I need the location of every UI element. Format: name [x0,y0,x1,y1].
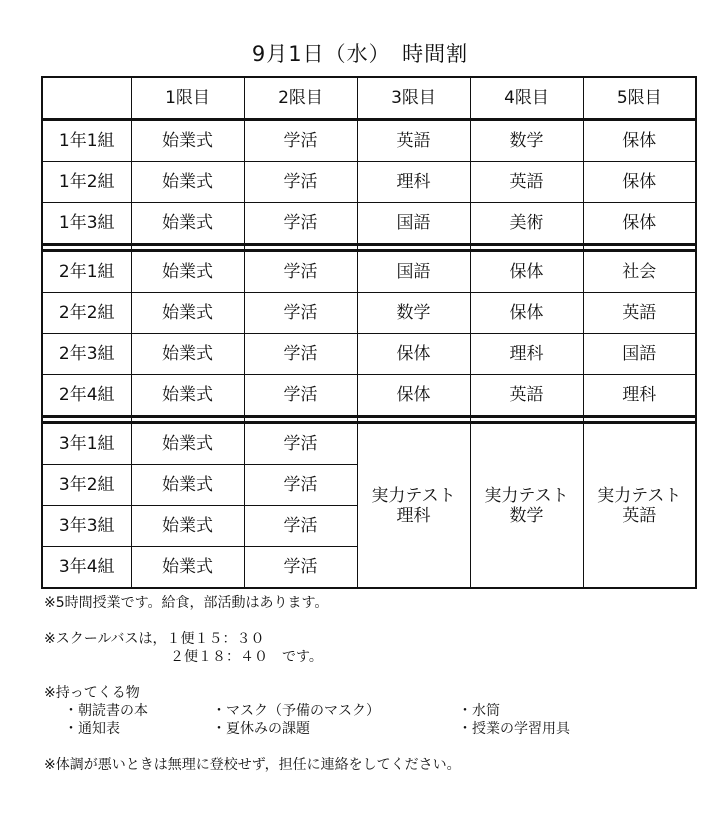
exam-cell [583,423,696,589]
period-header: 4限目 [470,77,583,120]
items-list [44,702,618,738]
class-name: 3年2組 [42,465,131,506]
exam-title: 実力テスト [371,485,456,506]
subject-cell: 保体 [470,251,583,293]
page-title: 9月1日（水） 時間割 [251,42,469,66]
subject-cell: 学活 [244,293,357,334]
lunch-note: ※5時間授業です。給食，部活動はあります。 [44,595,329,611]
table-row [42,375,696,417]
exam-title: 実力テスト [484,485,569,506]
health-note: ※体調が悪いときは無理に登校せず，担任に連絡をしてください。 [44,757,461,773]
subject-cell: 始業式 [131,162,244,203]
timetable [41,76,697,589]
exam-cell [470,423,583,589]
period-header: 5限目 [583,77,696,120]
subject-cell: 保体 [357,375,470,417]
subject-cell: 始業式 [131,334,244,375]
list-item: ・授業の学習用具 [458,721,570,737]
period-header: 2限目 [244,77,357,120]
subject-cell: 英語 [583,293,696,334]
subject-cell: 数学 [470,120,583,162]
subject-cell: 保体 [470,293,583,334]
list-item: ・夏休みの課題 [212,721,310,737]
subject-cell: 始業式 [131,251,244,293]
list-item: ・マスク（予備のマスク） [212,703,380,719]
subject-cell: 英語 [357,120,470,162]
bus-note-line2: ２便１８：４０ です。 [44,649,323,665]
subject-cell: 数学 [357,293,470,334]
exam-subject: 英語 [622,505,657,526]
subject-cell: 始業式 [131,203,244,245]
subject-cell: 学活 [244,334,357,375]
class-name: 2年2組 [42,293,131,334]
class-name: 3年3組 [42,506,131,547]
class-name: 2年4組 [42,375,131,417]
notes-section [44,594,618,774]
list-item: ・通知表 [64,721,120,737]
subject-cell: 学活 [244,423,357,465]
exam-title: 実力テスト [597,485,682,506]
exam-cell [357,423,470,589]
subject-cell: 理科 [357,162,470,203]
list-item: ・朝読書の本 [64,703,148,719]
subject-cell: 学活 [244,465,357,506]
class-name: 3年4組 [42,547,131,589]
class-name: 1年2組 [42,162,131,203]
subject-cell: 英語 [470,375,583,417]
subject-cell: 始業式 [131,293,244,334]
class-name: 1年3組 [42,203,131,245]
subject-cell: 学活 [244,547,357,589]
subject-cell: 理科 [470,334,583,375]
subject-cell: 始業式 [131,506,244,547]
table-row [42,293,696,334]
bus-note-line1: ※スクールバスは，１便１５：３０ [44,631,265,647]
subject-cell: 学活 [244,251,357,293]
table-row [42,120,696,162]
subject-cell: 保体 [357,334,470,375]
subject-cell: 始業式 [131,547,244,589]
subject-cell: 国語 [357,251,470,293]
class-name: 2年1組 [42,251,131,293]
subject-cell: 英語 [470,162,583,203]
subject-cell: 学活 [244,162,357,203]
table-row [42,162,696,203]
subject-cell: 始業式 [131,375,244,417]
table-row [42,251,696,293]
subject-cell: 保体 [583,162,696,203]
subject-cell: 国語 [583,334,696,375]
subject-cell: 学活 [244,203,357,245]
subject-cell: 保体 [583,203,696,245]
list-item: ・水筒 [458,703,500,719]
subject-cell: 始業式 [131,465,244,506]
subject-cell: 美術 [470,203,583,245]
exam-subject: 理科 [396,505,431,526]
items-heading: ※持ってくる物 [44,685,140,701]
table-row [42,423,696,465]
class-name: 3年1組 [42,423,131,465]
table-row [42,334,696,375]
subject-cell: 学活 [244,506,357,547]
subject-cell: 保体 [583,120,696,162]
table-row [42,203,696,245]
subject-cell: 学活 [244,375,357,417]
period-header: 3限目 [357,77,470,120]
subject-cell: 学活 [244,120,357,162]
subject-cell: 理科 [583,375,696,417]
subject-cell: 始業式 [131,120,244,162]
subject-cell: 始業式 [131,423,244,465]
subject-cell: 社会 [583,251,696,293]
period-header: 1限目 [131,77,244,120]
exam-subject: 数学 [509,505,544,526]
subject-cell: 国語 [357,203,470,245]
corner-cell [42,77,131,120]
class-name: 2年3組 [42,334,131,375]
header-row [42,77,696,120]
class-name: 1年1組 [42,120,131,162]
